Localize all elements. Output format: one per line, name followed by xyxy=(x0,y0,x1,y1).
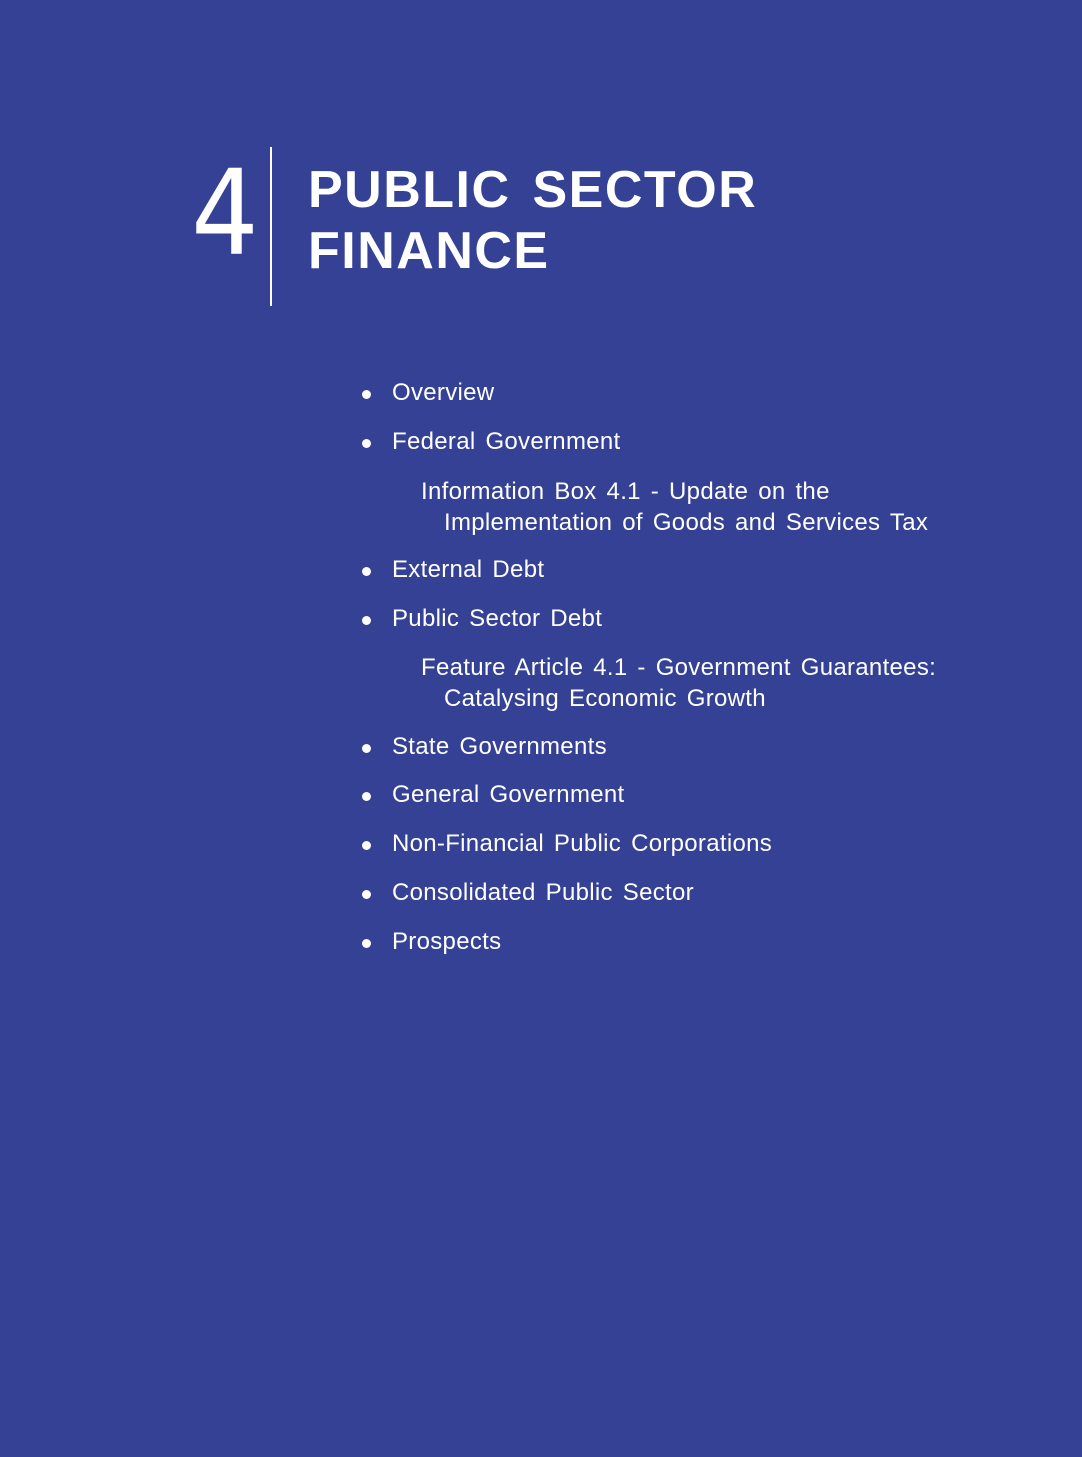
chapter-divider xyxy=(270,147,272,306)
toc-item-label: General Government xyxy=(392,781,625,808)
chapter-title-line1: PUBLIC SECTOR xyxy=(308,161,758,219)
toc-item-label: Federal Government xyxy=(392,428,621,455)
bullet-icon xyxy=(362,890,371,899)
toc-subitem-line1: Feature Article 4.1 - Government Guarantees: xyxy=(421,654,937,681)
toc-item-label: State Governments xyxy=(392,733,607,760)
bullet-icon xyxy=(362,390,371,399)
toc-subitem-line2: Implementation of Goods and Services Tax xyxy=(444,509,929,536)
chapter-title-line2: FINANCE xyxy=(308,222,550,280)
toc-item-label: Consolidated Public Sector xyxy=(392,879,694,906)
bullet-icon xyxy=(362,792,371,801)
chapter-number: 4 xyxy=(191,144,257,282)
bullet-icon xyxy=(362,939,371,948)
toc-item-label: Overview xyxy=(392,379,495,406)
toc-item-label: Public Sector Debt xyxy=(392,605,603,632)
toc-subitem-information-box xyxy=(421,476,928,538)
bullet-icon xyxy=(362,841,371,850)
toc-item-label: Non-Financial Public Corporations xyxy=(392,830,773,857)
toc-subitem-feature-article xyxy=(421,652,936,714)
toc-subitem-line2: Catalysing Economic Growth xyxy=(444,685,766,712)
toc-item-label: External Debt xyxy=(392,556,545,583)
chapter-title xyxy=(308,160,757,282)
toc-item-label: Prospects xyxy=(392,928,502,955)
bullet-icon xyxy=(362,616,371,625)
bullet-icon xyxy=(362,567,371,576)
bullet-icon xyxy=(362,744,371,753)
bullet-icon xyxy=(362,439,371,448)
toc-subitem-line1: Information Box 4.1 - Update on the xyxy=(421,478,830,505)
